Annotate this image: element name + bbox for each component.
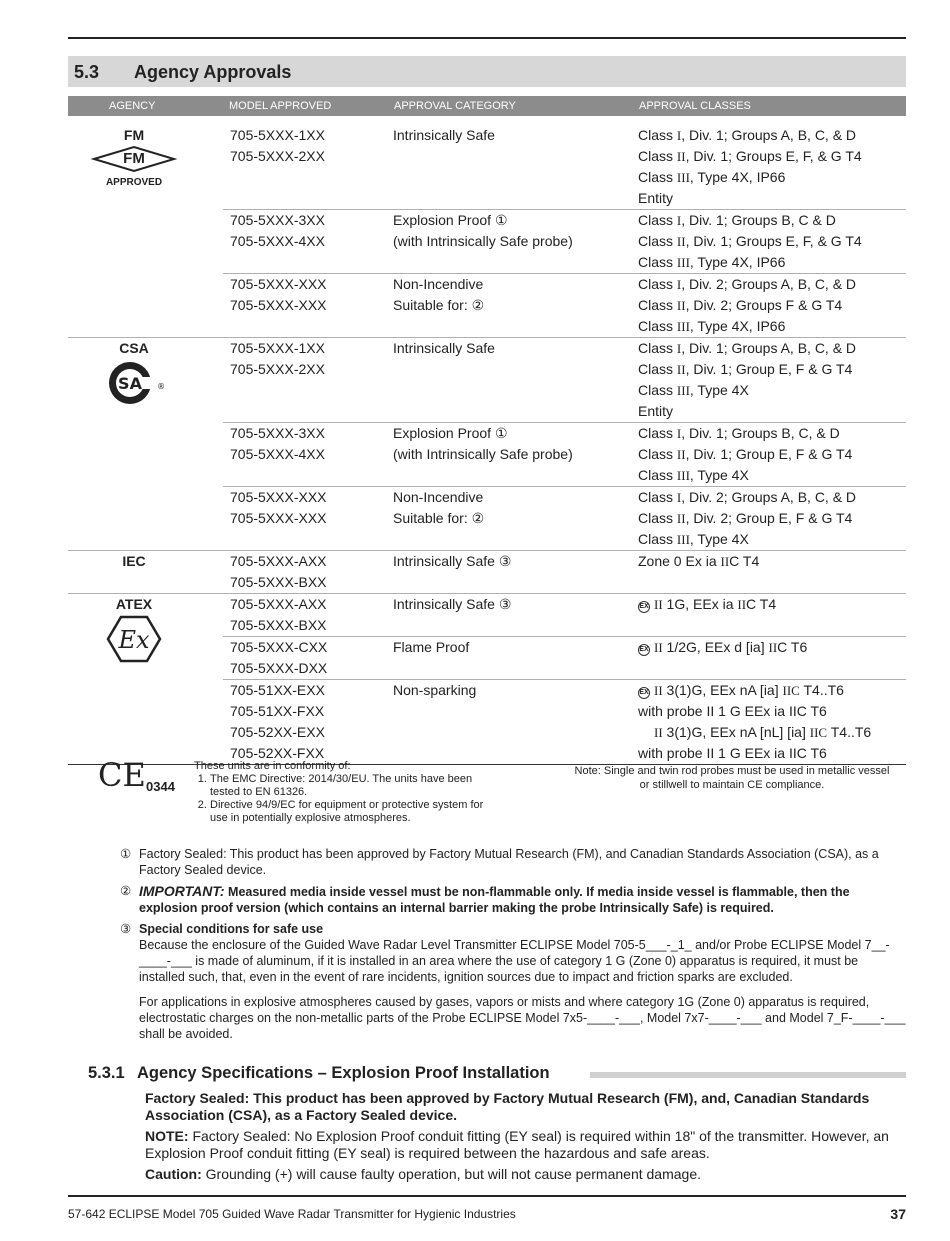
agency-group (68, 551, 906, 594)
agency-group (68, 594, 906, 765)
approval-class (638, 529, 906, 550)
class-text: Zone 0 Ex ia (638, 553, 721, 569)
classes-cell (632, 338, 906, 422)
fm-approved-logo (68, 145, 200, 188)
roman-numeral: II (654, 597, 663, 612)
model-number: 705-51XX-FXX (230, 703, 325, 719)
model-number: 705-5XXX-XXX (230, 510, 327, 526)
class-text: Class (638, 340, 677, 356)
approval-class (638, 508, 906, 529)
footnote-para: For applications in explosive atmospheres caused by gases, vapors or mists and where category 1G (Zone 0) apparatus is required, electrostatic charges on the non-metallic parts of the Probe ECLIPSE Model 7x5-____-___, Model 7x7-____-___ and Model 7_F-____-___ shall be avoided. (139, 995, 906, 1041)
category-cell (388, 637, 632, 679)
roman-numeral: I (676, 128, 682, 143)
table-row (223, 594, 906, 637)
model-cell (223, 487, 388, 550)
table-row (223, 274, 906, 337)
class-text: , Div. 1; Group E, F & G T4 (685, 361, 853, 377)
roman-numeral: II (676, 511, 686, 526)
class-text: , Div. 1; Groups B, C & D (681, 212, 836, 228)
approval-category: Intrinsically Safe (393, 127, 495, 143)
footnote-2 (120, 883, 906, 916)
table-row (223, 637, 906, 680)
atex-ex-icon (68, 614, 200, 669)
class-text: , Div. 1; Groups B, C, & D (681, 425, 840, 441)
model-cell (223, 210, 388, 273)
approval-category: (with Intrinsically Safe probe) (393, 233, 573, 249)
header-classes: APPROVAL CLASSES (639, 100, 751, 112)
approval-class (638, 444, 906, 465)
class-text: , Type 4X (689, 467, 749, 483)
fm-logo-caption: APPROVED (105, 177, 163, 188)
agency-group (68, 125, 906, 338)
approval-category: Explosion Proof ① (393, 212, 508, 228)
header-model: MODEL APPROVED (229, 100, 332, 112)
class-text: Class (638, 531, 677, 547)
class-text: , Div. 1; Groups E, F, & G T4 (685, 233, 862, 249)
class-text: Class (638, 446, 677, 462)
roman-numeral: I (676, 213, 682, 228)
class-text: Class (638, 169, 677, 185)
caution-label: Caution: (145, 1166, 202, 1182)
approval-class (638, 274, 906, 295)
model-cell (223, 274, 388, 337)
classes-cell (632, 210, 906, 273)
class-text: Class (638, 212, 677, 228)
model-number: 705-51XX-EXX (230, 682, 325, 698)
ce-mark-icon: CE (98, 756, 146, 794)
category-cell (388, 210, 632, 273)
class-text: 1/2G, EEx d [ia] (662, 639, 769, 655)
agency-name: FM (123, 127, 145, 143)
approval-class (638, 465, 906, 486)
class-text: Class (638, 489, 677, 505)
roman-numeral: III (676, 468, 690, 483)
approval-class (638, 210, 906, 231)
table-row (223, 210, 906, 274)
roman-numeral: II (676, 298, 686, 313)
agency-cell (68, 125, 200, 188)
footnotes (120, 846, 906, 1047)
class-text: C T4 (729, 553, 760, 569)
top-rule (68, 37, 906, 39)
ce-conformity (88, 752, 906, 832)
model-number: 705-5XXX-XXX (230, 489, 327, 505)
class-text: Class (638, 361, 677, 377)
approval-class (638, 231, 906, 252)
classes-cell (632, 423, 906, 486)
model-number: 705-5XXX-DXX (230, 660, 328, 676)
footer-doc-title: 57-642 ECLIPSE Model 705 Guided Wave Radar Transmitter for Hygienic Industries (68, 1207, 516, 1221)
roman-numeral: II (676, 447, 686, 462)
approval-class (638, 551, 906, 572)
footnote-text: Because the enclosure of the Guided Wave Radar Level Transmitter ECLIPSE Model 705-5___-_1_ and/or Probe ECLIPSE Model 7__-____-___ is made of aluminum, if it is installed in an area where the use of category 1 G (Zone 0) apparatus is required, it must be installed such, that, even in the event of rare incidents, ignition sources due to impact and friction sparks are excluded. (139, 938, 890, 984)
header-agency: AGENCY (109, 100, 156, 112)
ex-mark-icon: EX (638, 687, 650, 699)
roman-numeral: I (676, 341, 682, 356)
class-text: Class (638, 297, 677, 313)
class-text: , Div. 1; Groups E, F, & G T4 (685, 148, 862, 164)
page-number: 37 (890, 1206, 906, 1222)
roman-numeral: IIC (809, 725, 828, 740)
csa-logo-icon (68, 358, 200, 413)
category-cell (388, 423, 632, 486)
class-text: T4..T6 (827, 724, 872, 740)
model-number: 705-5XXX-2XX (230, 148, 325, 164)
approval-category: Intrinsically Safe (393, 340, 495, 356)
approvals-table (68, 125, 906, 765)
subsection-body (145, 1090, 905, 1187)
agency-cell (68, 551, 200, 569)
category-cell (388, 274, 632, 337)
approval-class (638, 680, 906, 701)
roman-numeral: III (676, 255, 690, 270)
class-text: C T4 (746, 596, 777, 612)
category-cell (388, 594, 632, 636)
class-text: Entity (638, 403, 674, 419)
class-text: T4..T6 (799, 682, 844, 698)
subsection-number: 5.3.1 (88, 1064, 125, 1082)
roman-numeral: II (654, 640, 663, 655)
approval-class (638, 146, 906, 167)
model-number: 705-52XX-FXX (230, 745, 325, 761)
ce-text (194, 760, 504, 825)
class-text: Class (638, 127, 677, 143)
approval-category: Intrinsically Safe ③ (393, 553, 512, 569)
agency-name: CSA (119, 340, 149, 356)
class-text: 1G, EEx ia (662, 596, 738, 612)
ce-intro: These units are in conformity of: (194, 760, 351, 772)
classes-cell (632, 487, 906, 550)
roman-numeral: II (768, 640, 778, 655)
category-cell (388, 487, 632, 550)
important-label: IMPORTANT: (139, 883, 225, 899)
table-header (68, 96, 906, 116)
class-text: Class (638, 318, 677, 334)
class-text: Class (638, 276, 677, 292)
roman-numeral: II (720, 554, 730, 569)
roman-numeral: I (676, 277, 682, 292)
category-cell (388, 338, 632, 422)
approval-class (638, 637, 906, 658)
class-text: Entity (638, 190, 674, 206)
class-text: , Div. 2; Groups F & G T4 (685, 297, 843, 313)
header-category: APPROVAL CATEGORY (394, 100, 516, 112)
approval-class (638, 252, 906, 273)
caution-text: Grounding (+) will cause faulty operation, but will not cause permanent damage. (205, 1166, 701, 1182)
footnote-1 (120, 846, 906, 878)
class-text: 3(1)G, EEx nA [nL] [ia] (662, 724, 810, 740)
approval-category: Suitable for: ② (393, 510, 485, 526)
model-number: 705-5XXX-4XX (230, 233, 325, 249)
table-row (223, 423, 906, 487)
note-text: Factory Sealed: No Explosion Proof conduit fitting (EY seal) is required within 18" of the transmitter. However, an Explosion Proof conduit fitting (EY seal) is required between the hazardous and safe areas. (145, 1128, 889, 1161)
svg-text:SA: SA (118, 374, 142, 393)
ce-note: Note: Single and twin rod probes must be used in metallic vessel or stillwell to maintain CE compliance. (574, 765, 890, 791)
approval-class (638, 701, 906, 722)
roman-numeral: II (654, 725, 663, 740)
approval-class (638, 722, 906, 743)
classes-cell (632, 274, 906, 337)
factory-sealed-para: Factory Sealed: This product has been approved by Factory Mutual Research (FM), and, Canadian Standards Association (CSA), as a Factory Sealed device. (145, 1090, 870, 1123)
roman-numeral: I (676, 426, 682, 441)
svg-text:®: ® (157, 382, 165, 391)
roman-numeral: III (676, 383, 690, 398)
roman-numeral: III (676, 532, 690, 547)
model-number: 705-52XX-EXX (230, 724, 325, 740)
class-text: Class (638, 382, 677, 398)
class-text: 3(1)G, EEx nA [ia] (662, 682, 783, 698)
class-text: , Type 4X, IP66 (689, 318, 786, 334)
classes-cell (632, 637, 906, 679)
footnote-text: Measured media inside vessel must be non-flammable only. If media inside vessel is flammable, then the explosion proof version (which contains an internal barrier making the probe Intrinsically Safe) is required. (139, 885, 850, 915)
ce-number: 0344 (146, 779, 175, 794)
approval-class (638, 167, 906, 188)
roman-numeral: II (654, 683, 663, 698)
model-cell (223, 338, 388, 422)
svg-text:Ex: Ex (118, 626, 150, 654)
class-text: Class (638, 254, 677, 270)
model-number: 705-5XXX-BXX (230, 617, 327, 633)
agency-cell (68, 594, 200, 669)
note-label: NOTE: (145, 1128, 189, 1144)
subsection-title: Agency Specifications – Explosion Proof Installation (137, 1064, 550, 1082)
roman-numeral: II (676, 149, 686, 164)
roman-numeral: II (676, 234, 686, 249)
subsection-header (88, 1064, 906, 1086)
model-number: 705-5XXX-1XX (230, 127, 325, 143)
footnote-mark: ③ (120, 922, 132, 936)
bottom-rule (68, 1195, 906, 1197)
table-row (223, 487, 906, 550)
approval-class (638, 594, 906, 615)
approval-category: Explosion Proof ① (393, 425, 508, 441)
class-text: Class (638, 510, 677, 526)
approval-category: Suitable for: ② (393, 297, 485, 313)
roman-numeral: III (676, 170, 690, 185)
class-text: with probe II 1 G EEx ia IIC T6 (638, 745, 827, 761)
approval-class (638, 188, 906, 209)
class-text: C T6 (777, 639, 808, 655)
roman-numeral: IIC (782, 683, 800, 698)
classes-cell (632, 594, 906, 636)
table-row (223, 551, 906, 593)
class-text: Class (638, 425, 677, 441)
approval-class (638, 401, 906, 422)
ex-mark-icon: EX (638, 644, 650, 656)
class-text: , Div. 1; Group E, F & G T4 (685, 446, 853, 462)
roman-numeral: II (676, 362, 686, 377)
approval-class (638, 338, 906, 359)
footnote-text: Factory Sealed: This product has been approved by Factory Mutual Research (FM), and Canadian Standards Association (CSA), as a Factory Sealed device. (139, 847, 879, 877)
footnote-mark: ② (120, 884, 132, 898)
approval-class (638, 316, 906, 337)
classes-cell (632, 551, 906, 593)
class-text: , Div. 1; Groups A, B, C, & D (681, 340, 857, 356)
approval-class (638, 359, 906, 380)
approval-category: Intrinsically Safe ③ (393, 596, 512, 612)
model-number: 705-5XXX-1XX (230, 340, 325, 356)
model-number: 705-5XXX-XXX (230, 276, 327, 292)
approval-class (638, 423, 906, 444)
class-text: , Type 4X, IP66 (689, 254, 786, 270)
class-text: , Type 4X (689, 382, 749, 398)
roman-numeral: III (676, 319, 690, 334)
class-text: Class (638, 233, 677, 249)
approval-class (638, 125, 906, 146)
model-cell (223, 637, 388, 679)
model-number: 705-5XXX-BXX (230, 574, 327, 590)
approval-class (638, 295, 906, 316)
footnote-3 (120, 921, 906, 1042)
table-row (223, 125, 906, 210)
roman-numeral: II (737, 597, 747, 612)
footnote-mark: ① (120, 847, 132, 861)
class-text: , Div. 1; Groups A, B, C, & D (681, 127, 857, 143)
ce-item: 1. The EMC Directive: 2014/30/EU. The units have been tested to EN 61326. (210, 773, 504, 799)
model-number: 705-5XXX-3XX (230, 212, 325, 228)
ex-mark-icon: EX (638, 601, 650, 613)
class-text: , Type 4X (689, 531, 749, 547)
agency-name: ATEX (115, 596, 153, 612)
section-title: Agency Approvals (134, 62, 292, 82)
model-cell (223, 423, 388, 486)
category-cell (388, 125, 632, 209)
agency-group (68, 338, 906, 551)
model-cell (223, 594, 388, 636)
approval-class (638, 487, 906, 508)
model-number: 705-5XXX-AXX (230, 596, 327, 612)
agency-name: IEC (122, 553, 146, 569)
model-number: 705-5XXX-4XX (230, 446, 325, 462)
section-number: 5.3 (74, 62, 100, 82)
model-number: 705-5XXX-3XX (230, 425, 325, 441)
special-conditions-title: Special conditions for safe use (139, 922, 324, 936)
table-row (223, 338, 906, 423)
class-text: , Div. 2; Group E, F & G T4 (685, 510, 853, 526)
class-text: Class (638, 467, 677, 483)
model-cell (223, 551, 388, 593)
approval-category: (with Intrinsically Safe probe) (393, 446, 573, 462)
class-text: , Div. 2; Groups A, B, C, & D (681, 489, 857, 505)
approval-category: Non-Incendive (393, 276, 484, 292)
subsection-rule (590, 1072, 906, 1078)
approval-category: Non-sparking (393, 682, 477, 698)
model-number: 705-5XXX-AXX (230, 553, 327, 569)
class-text: with probe II 1 G EEx ia IIC T6 (638, 703, 827, 719)
section-header (68, 56, 906, 87)
model-cell (223, 125, 388, 209)
approval-category: Non-Incendive (393, 489, 484, 505)
class-text: , Div. 2; Groups A, B, C, & D (681, 276, 857, 292)
class-text: , Type 4X, IP66 (689, 169, 786, 185)
class-text: Class (638, 148, 677, 164)
approval-category: Flame Proof (393, 639, 470, 655)
approval-class (638, 380, 906, 401)
category-cell (388, 551, 632, 593)
ce-item: 2. Directive 94/9/EC for equipment or protective system for use in potentially explosive atmospheres. (210, 799, 504, 825)
roman-numeral: I (676, 490, 682, 505)
agency-cell (68, 338, 200, 413)
model-number: 705-5XXX-XXX (230, 297, 327, 313)
model-number: 705-5XXX-CXX (230, 639, 328, 655)
fm-logo-text: FM (123, 150, 145, 167)
model-number: 705-5XXX-2XX (230, 361, 325, 377)
classes-cell (632, 125, 906, 209)
